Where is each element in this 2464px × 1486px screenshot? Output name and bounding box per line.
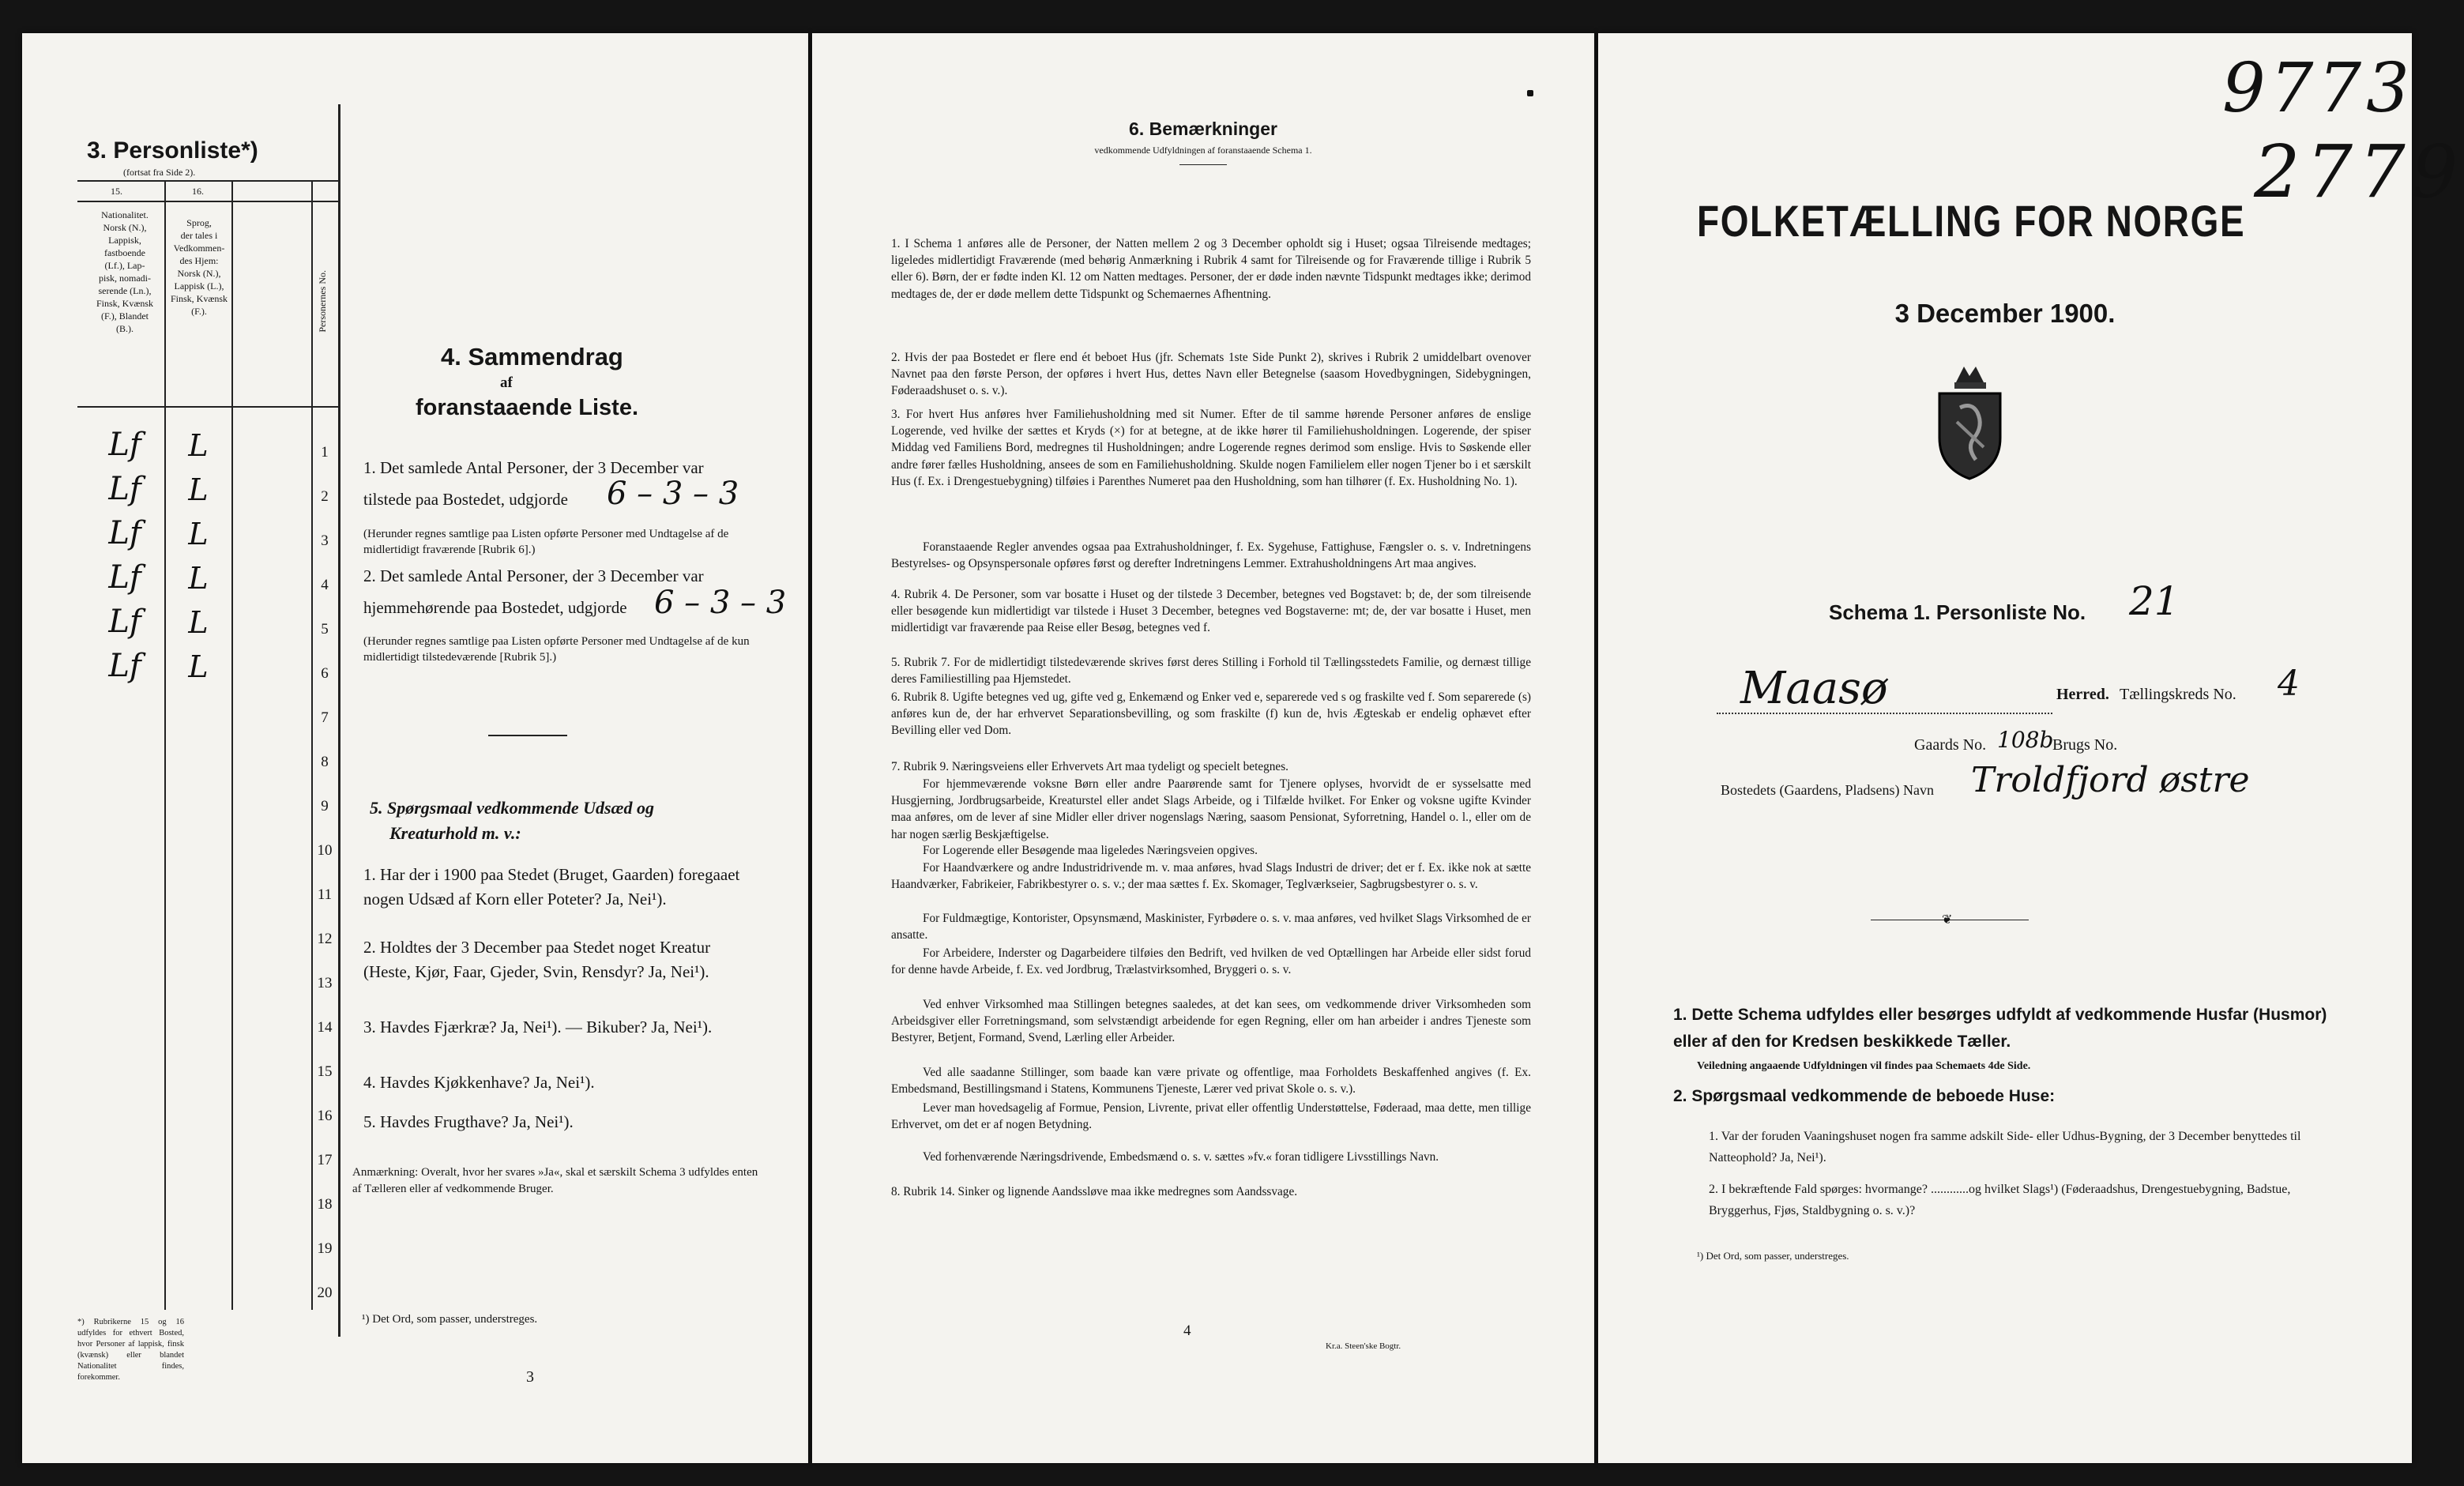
herred-label: Herred.: [2056, 686, 2109, 703]
language-cell: L: [188, 605, 209, 640]
summary-subtitle: foranstaaende Liste.: [416, 395, 639, 420]
col16-header-line: Sprog,: [186, 217, 212, 228]
col16-header: [167, 216, 231, 318]
page-right: [1598, 33, 2464, 1463]
page-middle: [812, 33, 1594, 1463]
remark-note: 6. Rubrik 8. Ugifte betegnes ved ug, gifte ved g, Enkemænd og Enker ved e, separerede ved s og fraskilte ved f. Som separerede (s) anføres kun de, der har erhvervet Separationsbevilling, og som fraskilte (f) kun de, hvis Ægteskab er endelig ophævet efter Bevilling eller ved Dom.: [891, 690, 1531, 738]
remark-note: For hjemmeværende voksne Børn eller andre Paarørende samt for Tjenere oplyses, hvorvidt de er sysselsatte med Husgjerning, Jordbrugsarbeide, Kreaturstel eller andet Slags Arbeide, og i Tilfælde hvilket. For Enker og voksne ugifte Kvinder maa anføres, om de lever af sine Midler eller driver nogenslags Næring, saasom Pensionat, Syforretning, Handel o. l., eller om de har nogen særlig Beskjæftigelse.: [891, 777, 1531, 841]
language-cell: L: [188, 428, 209, 463]
nationality-cell: Lf: [108, 604, 141, 640]
instruction-2-1: 1. Var der foruden Vaaningshuset nogen fra samme adskilt Side- eller Udhus-Bygning, der 3 December benyttedes til Natteophold? Ja, Nei¹).: [1709, 1130, 2301, 1164]
summary-item1-a: 1. Det samlede Antal Personer, der 3 December var: [363, 458, 704, 477]
remarks-subtitle: vedkommende Udfyldningen af foranstaaende Schema 1.: [1094, 145, 1312, 156]
nationality-cell: Lf: [108, 515, 141, 551]
summary-title-af: af: [500, 374, 513, 391]
col16-header-line: Finsk, Kvænsk: [170, 293, 228, 304]
row-number: 13: [317, 975, 333, 991]
language-cell: L: [188, 472, 209, 507]
instruction-1: 1. Dette Schema udfyldes eller besørges udfyldt af vedkommende Husfar (Husmor) eller af den for Kredsen beskikkede Tæller.: [1673, 1006, 2327, 1051]
remark-note: Ved alle saadanne Stillinger, som baade kan være private og offentlige, maa Forholdets Beskaffenhed angives (f. Ex. Embedsmand, Bestillingsmand i Statens, Kommunens Tjeneste, Lærer ved privat Skole o. s. v.).: [891, 1066, 1531, 1097]
col16-header-line: des Hjem:: [179, 255, 219, 266]
col15-header-line: Finsk, Kvænsk: [96, 298, 154, 309]
remark-note: Ved forhenværende Næringsdrivende, Embedsmænd o. s. v. sættes »fv.« foran tidligere Livsstillings Navn.: [923, 1150, 1439, 1164]
questions-title-2: Kreaturhold m. v.:: [389, 823, 521, 843]
questions-title: 5. Spørgsmaal vedkommende Udsæd og: [370, 798, 654, 818]
col15-header-line: fastboende: [104, 247, 145, 258]
remark-note: 3. For hvert Hus anføres hver Familiehusholdning med sit Numer. Efter de til samme hørende Personer anføres de enslige Logerende, ved hvilke der sættes et Kryds (×) for at betegne, at de ikke hører til Familiehusholdningen. Logerende, der spiser Middag ved Familiens Bord, medregnes til Husholdningen; andre Logerende regnes derimod som enslige. Hvis to Søskende eller andre fører fælles Husholdning, ansees de som en Familiehusholdning. Skulde nogen Familielem eller nogen Tjener bo i et særskilt Hus (f. Ex. i Drengestuebygning) tilføies i Parenthes Numeret paa den Husholdning, som han tilhører (f. Ex. Husholdning No. 1).: [891, 408, 1531, 488]
question-1: 1. Har der i 1900 paa Stedet (Bruget, Gaarden) foregaaet nogen Udsæd af Korn eller Poteter? Ja, Nei¹).: [363, 865, 740, 909]
row-number: 10: [317, 842, 333, 859]
kreds-value: 4: [2278, 664, 2300, 704]
remark-note: For Arbeidere, Inderster og Dagarbeidere tilføies den Bedrift, ved hvilken de ved Optællingen har Arbeide eller sidst forud for denne havde Arbeide, f. Ex. ved Jordbrug, Trælastvirksomhed, Bryggeri o. s. v.: [891, 946, 1531, 977]
herred-value: Maasø: [1717, 665, 2052, 714]
col16-header-line: (F.).: [191, 306, 207, 317]
row-number: 9: [321, 798, 329, 814]
col15-header-line: Norsk (N.),: [103, 222, 147, 233]
question-2: 2. Holdtes der 3 December paa Stedet noget Kreatur (Heste, Kjør, Faar, Gjeder, Svin, Rensdyr? Ja, Nei¹).: [363, 938, 711, 981]
summary-item1-value: 6 – 3 – 3: [607, 476, 739, 512]
page-number-3: 3: [526, 1368, 534, 1386]
question-3: 3. Havdes Fjærkræ? Ja, Nei¹). — Bikuber? Ja, Nei¹).: [363, 1018, 713, 1036]
row-number: 2: [321, 488, 329, 505]
instruction-1-sub: Veiledning angaaende Udfyldningen vil findes paa Schemaets 4de Side.: [1697, 1060, 2031, 1072]
remarks-title: 6. Bemærkninger: [1129, 119, 1277, 139]
row-number: 6: [321, 665, 329, 682]
summary-title: 4. Sammendrag: [441, 343, 623, 371]
instruction-2: 2. Spørgsmaal vedkommende de beboede Huse:: [1673, 1087, 2056, 1105]
archive-number-2: 2779: [2254, 130, 2464, 214]
personliste-number: 21: [2129, 578, 2180, 624]
bosted-label: Bostedets (Gaardens, Pladsens) Navn: [1721, 782, 1934, 798]
footnote-right: ¹) Det Ord, som passer, understreges.: [1697, 1250, 1849, 1262]
summary-item2-a: 2. Det samlede Antal Personer, der 3 December var: [363, 566, 704, 585]
nationality-cell: Lf: [108, 559, 141, 596]
col15-header-line: serende (Ln.),: [98, 285, 152, 296]
summary-item1-note: (Herunder regnes samtlige paa Listen opførte Personer med Undtagelse af de midlertidigt fraværende [Rubrik 6].): [363, 528, 729, 556]
coat-of-arms-icon: [1928, 359, 2011, 481]
remark-note: 1. I Schema 1 anføres alle de Personer, der Natten mellem 2 og 3 December opholdt sig i Huset; ogsaa Tilreisende medtages; ligeledes midlertidigt Fraværende (med behørig Anmærkning i Rubrik 4 samt for Tilreisende og for Fraværende tillige i Rubrik 5 eller 6). Børn, der er fødte inden Kl. 12 om Natten medtages. Personer, der er døde inden nævnte Tidspunkt medtages ikke; derimod medtages de, der er døde mellem dette Tidspunkt og Schemaernes Afhentning.: [891, 237, 1531, 301]
summary-item2-value: 6 – 3 – 3: [654, 585, 787, 621]
remark-note: For Haandværkere og andre Industridrivende m. v. maa anføres, hvad Slags Industri de driver; det er f. Ex. ikke nok at sætte Haandværker, Fabrikeier, Fabrikbestyrer o. s. v.; der maa sættes f. Ex. Skomager, Teglværkseier, Sagbrugsbestyrer o. s. v.: [891, 861, 1531, 892]
nationality-cell: Lf: [108, 648, 141, 684]
remark-note: 4. Rubrik 4. De Personer, som var bosatte i Huset og der tilstede 3 December, betegnes ved Bogstavet: b; de, der som tilreisende eller besøgende kun midlertidigt var tilstede i Huset 3 December, betegnes ved Bogstaverne: mt; de, der var bosatte i Huset, men midlertidigt var fraværende paa Reise eller Besøg, betegnes ved f.: [891, 588, 1531, 635]
language-cell: L: [188, 649, 209, 684]
row-number: 8: [321, 754, 329, 770]
archive-number-1: 9773: [2222, 49, 2414, 128]
language-cell: L: [188, 517, 209, 551]
printer-mark: Kr.a. Steen'ske Bogtr.: [1326, 1341, 1401, 1351]
remark-note: Lever man hovedsagelig af Formue, Pension, Livrente, privat eller offentlig Understøttelse, Føderaad, maa dette, men tillige Erhvervet, om det er af nogen Betydning.: [891, 1101, 1531, 1132]
question-4: 4. Havdes Kjøkkenhave? Ja, Nei¹).: [363, 1073, 595, 1092]
remark-note: Foranstaaende Regler anvendes ogsaa paa Extrahusholdninger, f. Ex. Sygehuse, Fattighuse, Fængsler o. s. v. Indretningens Bestyrelses- og Opsynspersonale opføres først og derefter Indretningens Lemmer. Extrahusholdningens Art maa angives.: [891, 540, 1531, 571]
col15-header-line: Lappisk,: [108, 235, 141, 246]
col15-header: [87, 209, 163, 335]
col15-number: 15.: [111, 186, 122, 197]
census-title: FOLKETÆLLING FOR NORGE: [1697, 196, 2246, 246]
ornament-icon: ❦: [1942, 913, 1953, 927]
col16-header-line: Lappisk (L.),: [174, 280, 224, 292]
instruction-2-2: 2. I bekræftende Fald spørges: hvormange? ............og hvilket Slags¹) (Føderaadshus, Drengestuebygning, Badstue, Bryggerhus, Fjøs, Staldbygning o. s. v.)?: [1709, 1183, 2291, 1217]
bosted-value: Troldfjord østre: [1971, 760, 2250, 800]
row-number: 17: [317, 1152, 333, 1168]
row-number: 19: [317, 1240, 333, 1257]
brugs-label: Brugs No.: [2052, 736, 2118, 754]
remark-note: 5. Rubrik 7. For de midlertidigt tilstedeværende skrives først deres Stilling i Forhold til Tællingsstedets Familie, og dernæst tillige deres Familiestilling paa Hjemstedet.: [891, 656, 1531, 687]
remark-note: For Fuldmægtige, Kontorister, Opsynsmænd, Maskinister, Fyrbødere o. s. v. maa anføres, ved hvilket Slags Virksomhed de er ansatte.: [891, 912, 1531, 942]
page-left: [22, 33, 808, 1463]
row-number: 4: [321, 577, 329, 593]
col15-header-line: (B.).: [116, 323, 134, 334]
row-number: 16: [317, 1108, 333, 1124]
col15-header-line: (F.), Blandet: [100, 310, 149, 322]
remark-note: 7. Rubrik 9. Næringsveiens eller Erhvervets Art maa tydeligt og specielt betegnes.: [891, 760, 1288, 773]
row-number: 15: [317, 1063, 333, 1080]
col15-header-line: (Lf.), Lap-: [104, 260, 145, 271]
nationality-cell: Lf: [108, 427, 141, 463]
row-number: 1: [321, 444, 329, 461]
col16-header-line: der tales i: [180, 230, 218, 241]
gaards-value: 108b: [1997, 727, 2054, 753]
gaards-label: Gaards No.: [1914, 736, 1987, 754]
census-date: 3 December 1900.: [1894, 299, 2116, 328]
personliste-subtitle: (fortsat fra Side 2).: [123, 167, 196, 178]
remark-note: Ved enhver Virksomhed maa Stillingen betegnes saaledes, at det kan sees, om vedkommende driver Virksomheden som Arbeidsgiver eller Forretningsmand, som selvstændigt arbeidende for egen Regning, eller om han arbeider i andres Tjeneste som Bestyrer, Betjent, Formand, Svend, Lærling eller Arbeider.: [891, 998, 1531, 1045]
kreds-label: Tællingskreds No.: [2120, 686, 2236, 703]
row-number: 11: [317, 886, 333, 903]
row-number: 20: [317, 1285, 333, 1301]
anmerkning: Anmærkning: Overalt, hvor her svares »Ja«, skal et særskilt Schema 3 udfyldes enten af Tælleren eller af vedkommende Bruger.: [352, 1166, 758, 1195]
row-number: 5: [321, 621, 329, 638]
row-number: 18: [317, 1196, 333, 1213]
remark-note: For Logerende eller Besøgende maa ligeledes Næringsveien opgives.: [923, 844, 1258, 857]
personliste-title: 3. Personliste*): [87, 137, 258, 164]
col16-header-line: Vedkommen-: [173, 243, 225, 254]
question-5: 5. Havdes Frugthave? Ja, Nei¹).: [363, 1112, 574, 1131]
footnote-understreges: ¹) Det Ord, som passer, understreges.: [362, 1313, 538, 1326]
remark-note: 2. Hvis der paa Bostedet er flere end ét beboet Hus (jfr. Schemats 1ste Side Punkt 2), skrives i Rubrik 2 umiddelbart ovenover Navnet paa den første Person, der opføres i hvert Hus, dettes Navn eller Betegnelse (saasom Hovedbygningen, Sidebygningen, Føderaadshuset o. s. v.).: [891, 351, 1531, 398]
language-cell: L: [188, 561, 209, 596]
summary-item2-b: hjemmehørende paa Bostedet, udgjorde: [363, 598, 627, 617]
row-number: 12: [317, 931, 333, 947]
page-number-4: 4: [1183, 1322, 1191, 1339]
schema-label: Schema 1. Personliste No.: [1829, 600, 2086, 624]
col15-header-line: pisk, nomadi-: [99, 273, 151, 284]
col16-header-line: Norsk (N.),: [177, 268, 221, 279]
summary-item2-note: (Herunder regnes samtlige paa Listen opførte Personer med Undtagelse af de kun midlertidigt tilstedeværende [Rubrik 5].): [363, 635, 750, 664]
personnr-header: Personernes No.: [317, 270, 328, 333]
footnote-rubrik: *) Rubrikerne 15 og 16 udfyldes for ethvert Bosted, hvor Personer af lappisk, finsk (kvænsk) eller blandet Nationalitet findes, forekommer.: [77, 1318, 184, 1382]
col15-header-line: Nationalitet.: [101, 209, 149, 220]
row-number: 14: [317, 1019, 333, 1036]
row-number: 7: [321, 709, 329, 726]
summary-item1-b: tilstede paa Bostedet, udgjorde: [363, 490, 568, 509]
remark-note: 8. Rubrik 14. Sinker og lignende Aandssløve maa ikke medregnes som Aandssvage.: [891, 1185, 1298, 1198]
row-number: 3: [321, 532, 329, 549]
col16-number: 16.: [192, 186, 204, 197]
nationality-cell: Lf: [108, 471, 141, 507]
